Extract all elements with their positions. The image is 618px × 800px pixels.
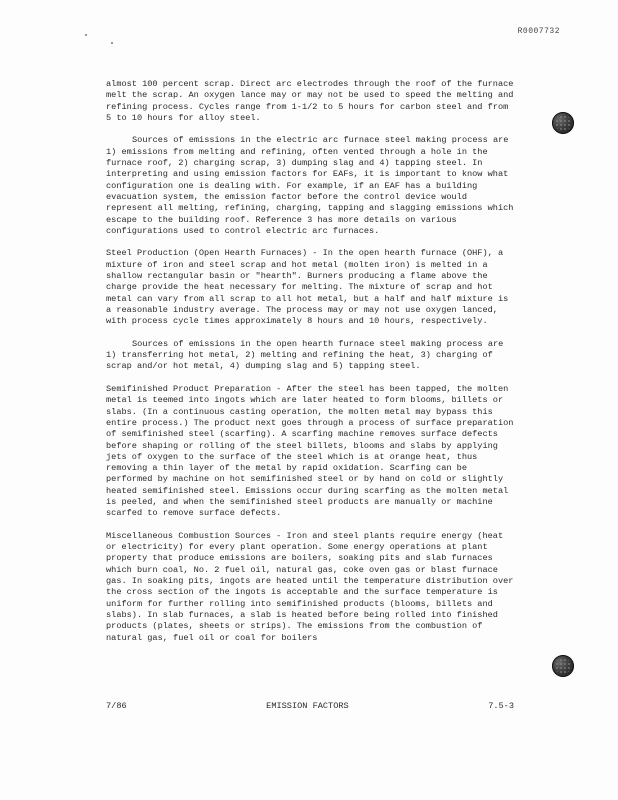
- page-footer: [106, 701, 514, 711]
- scan-speck: [85, 34, 87, 36]
- scan-speck: [111, 42, 113, 44]
- paragraph-open-hearth-production: Steel Production (Open Hearth Furnaces) - In the open hearth furnace (OHF), a mixture of iron and steel scrap and hot metal (molten iron) is melted in a shallow rectangular basin or "hearth". Burners producing a flame above the charge provide the heat necessary for melting. The mixture of scrap and hot metal can vary from all scrap to all hot metal, but a half and half mixture is a reasonable industry average. The process may or may not use oxygen lanced, with process cycle times approximately 8 hours and 10 hours, respectively.: [106, 248, 509, 327]
- paragraph-combustion-sources: Miscellaneous Combustion Sources - Iron and steel plants require energy (heat or electricity) for every plant operation. Some energy operations at plant property that produce emissions are boilers, soaking pits and slab furnaces which burn coal, No. 2 fuel oil, natural gas, coke oven gas or blast furnace gas. In soaking pits, ingots are heated until the temperature distribution over the cross section of the ingots is acceptable and the surface temperature is uniform for further rolling into semifinished products (blooms, billets and slabs). In slab furnaces, a slab is heated before being rolled into finished products (plates, sheets or strips). The emissions from the combustion of natural gas, fuel oil or coal for boilers: [106, 530, 514, 643]
- paragraph-ohf-emission-sources: Sources of emissions in the open hearth furnace steel making process are 1) transferring hot metal, 2) melting and refining the heat, 3) charging of scrap and/or hot metal, 4) dumping slag and 5) tapping steel.: [106, 338, 504, 372]
- footer-page-number: 7.5-3: [488, 701, 514, 711]
- footer-date: 7/86: [106, 701, 127, 711]
- binder-hole-top: [552, 112, 574, 134]
- document-id: R0007732: [517, 27, 560, 36]
- paragraph-semifinished-preparation: Semifinished Product Preparation - After the steel has been tapped, the molten metal is teemed into ingots which are later heated to form blooms, billets or slabs. (In a continuous casting operation, the molten metal may bypass this entire process.) The product next goes through a process of surface preparation of semifinished steel (scarfing). A scarfing machine removes surface defects before shaping or rolling of the steel billets, blooms and slabs by applying jets of oxygen to the surface of the steel which is at orange heat, thus removing a thin layer of the metal by rapid oxidation. Scarfing can be performed by machine on hot semifinished steel or by hand on cold or slightly heated semifinished steel. Emissions occur during scarfing as the molten metal is peeled, and when the semifinished steel products are manually or machine scarfed to remove surface defects.: [106, 384, 514, 519]
- footer-title: EMISSION FACTORS: [266, 701, 349, 711]
- paragraph-arc-furnace-process: almost 100 percent scrap. Direct arc electrodes through the roof of the furnace melt the scrap. An oxygen lance may or may not be used to speed the melting and refining process. Cycles range from 1-1/2 to 5 hours for carbon steel and from 5 to 10 hours for alloy steel.: [106, 79, 514, 123]
- paragraph-eaf-emission-sources: Sources of emissions in the electric arc furnace steel making process are 1) emissions from melting and refining, often vented through a hole in the furnace roof, 2) charging scrap, 3) dumping slag and 4) tapping steel. In interpreting and using emission factors for EAFs, it is important to know what configuration one is dealing with. For example, if an EAF has a building evacuation system, the emission factor before the control device would represent all melting, refining, charging, tapping and slagging emissions which escape to the building roof. Reference 3 has more details on various configurations used to control electric arc furnaces.: [106, 135, 514, 236]
- binder-hole-bottom: [552, 655, 574, 677]
- body-text: [106, 79, 514, 655]
